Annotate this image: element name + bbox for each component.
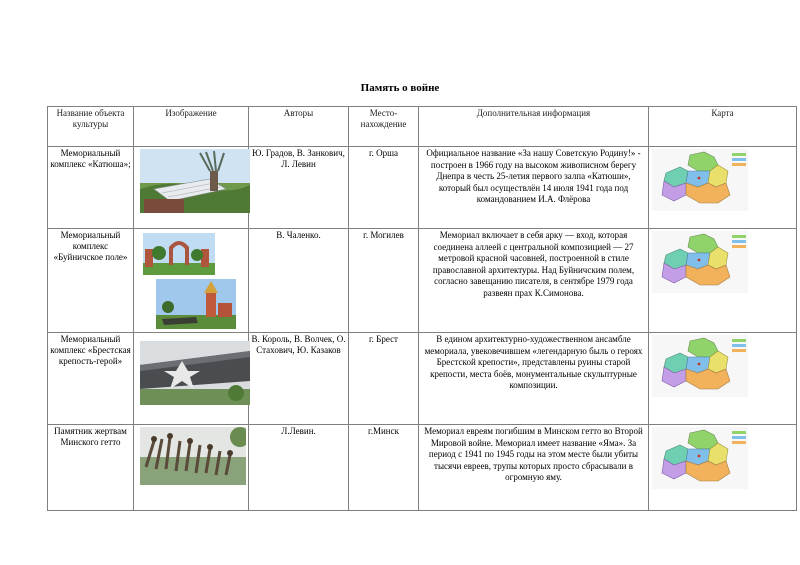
image-cell	[134, 333, 249, 425]
map-cell	[649, 333, 797, 425]
additional-info: Мемориал евреям погибшим в Минском гетто во Второй Мировой войне. Мемориал имеет название «Яма». За период с 1941 по 1945 годы на этом месте были убиты тысячи евреев, трупы которых просто сбрасывали в огромную яму.	[419, 425, 649, 511]
location: г. Могилев	[349, 229, 419, 333]
map-cell	[649, 229, 797, 333]
header-name: Название объекта культуры	[48, 107, 134, 147]
object-name: Мемориальный комплекс «Буйничское поле»	[48, 229, 134, 333]
map-cell	[649, 147, 797, 229]
belarus-regions-map	[652, 335, 748, 397]
table-row	[48, 147, 797, 229]
memorial-table	[47, 106, 797, 511]
table-row	[48, 425, 797, 511]
image-cell	[134, 425, 249, 511]
buynichi-chapel-photo	[156, 279, 236, 329]
authors: В. Король, В. Волчек, О. Стахович, Ю. Казаков	[249, 333, 349, 425]
yama-memorial-photo	[140, 427, 246, 485]
image-cell	[134, 229, 249, 333]
location: г. Орша	[349, 147, 419, 229]
object-name: Памятник жертвам Минского гетто	[48, 425, 134, 511]
location: г. Брест	[349, 333, 419, 425]
header-map: Карта	[649, 107, 797, 147]
table-row	[48, 229, 797, 333]
image-cell	[134, 147, 249, 229]
authors: В. Чаленко.	[249, 229, 349, 333]
table-row	[48, 333, 797, 425]
belarus-regions-map	[652, 149, 748, 211]
object-name: Мемориальный комплекс «Брестская крепость-герой»	[48, 333, 134, 425]
document-title: Память о войне	[360, 82, 440, 94]
header-authors: Авторы	[249, 107, 349, 147]
authors: Ю. Градов, В. Занкович, Л. Левин	[249, 147, 349, 229]
belarus-regions-map	[652, 427, 748, 489]
buynichi-arch-photo	[143, 233, 215, 275]
additional-info: Официальное название «За нашу Советскую Родину!» - построен в 1966 году на высоком живописном берегу Днепра в честь 25-летия первого залпа «Катюши», который был осуществлён 14 июля 1941 года под командованием И.А. Флёрова	[419, 147, 649, 229]
header-info: Дополнительная информация	[419, 107, 649, 147]
header-image: Изображение	[134, 107, 249, 147]
location: г.Минск	[349, 425, 419, 511]
map-cell	[649, 425, 797, 511]
additional-info: В едином архитектурно-художественном ансамбле мемориала, увековечившем «легендарную быль о героях Брестской крепости», представлены руины старой крепости, места боёв, монументальные скульптурные композиции.	[419, 333, 649, 425]
katyusha-memorial-photo	[140, 149, 250, 213]
header-row	[48, 107, 797, 147]
additional-info: Мемориал включает в себя арку — вход, которая соединена аллеей с центральной композицией — 27 метровой красной часовней, построенной в стиле православной архитектуры. Над Буйничским полем, согласно завещанию писателя, в сентябре 1979 года развеян прах К.Симонова.	[419, 229, 649, 333]
brest-fortress-photo	[140, 341, 250, 405]
object-name: Мемориальный комплекс «Катюша»;	[48, 147, 134, 229]
belarus-regions-map	[652, 231, 748, 293]
header-location: Место-нахождение	[349, 107, 419, 147]
authors: Л.Левин.	[249, 425, 349, 511]
